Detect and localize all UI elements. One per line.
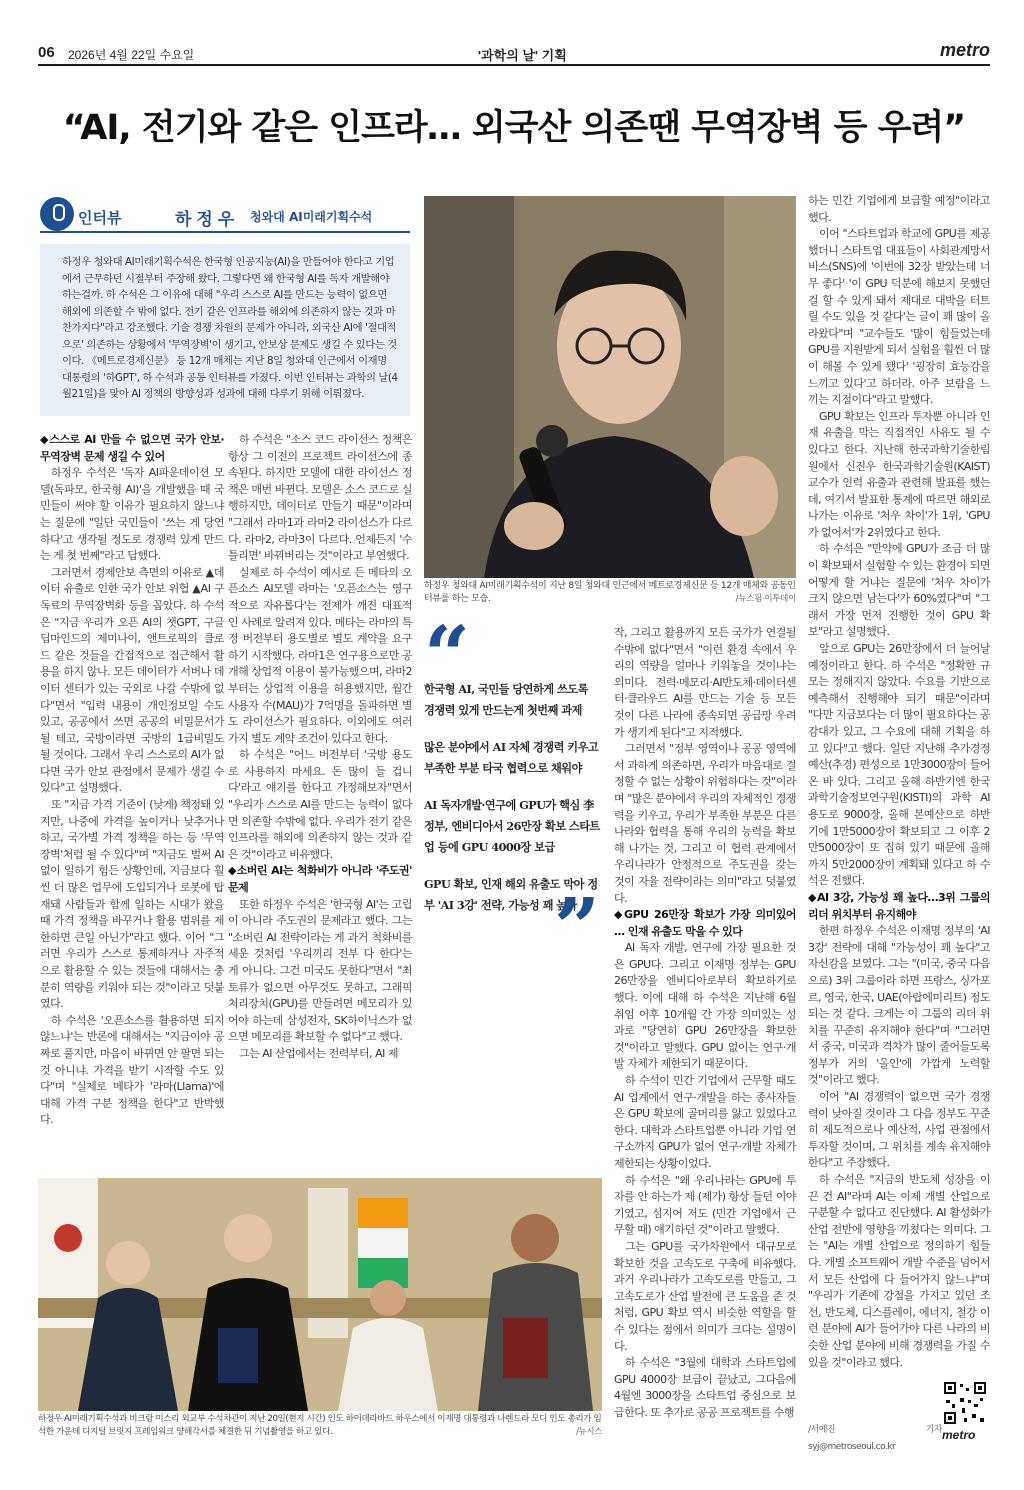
paragraph: 하 수석은 "만약에 GPU가 조금 더 많이 확보돼서 실험할 수 있는 환경이 되면 어떻게 할 거냐는 질문에 '처우 차이가 크지 않으면 남는다'가 60%였다"며 "그래서 가장 먼저 진행한 것이 GPU 확보"라고 설명했다.: [808, 542, 990, 639]
pull-quote: 한국형 AI, 국민들 당연하게 쓰도록 경쟁력 있게 만드는게 첫번째 과제: [424, 682, 588, 717]
photo-credit: /뉴시스: [576, 1427, 602, 1437]
page-number: 06: [38, 44, 55, 61]
paragraph: 앞으로 GPU는 26만장에서 더 늘어날 예정이라고 한다. 하 수석은 "정확한 규모는 정해지지 않았다. 수요를 기반으로 예측해서 진행해야 되기 때문"이라며 "다만 지금보다는 더 많이 필요하다는 공감대가 있고, 그 수요에 대해 기획을 하고 있다"고 했다. 일단 지난해 추가경정예산(추경) 편성으로 1만3000장이 들어온 바 있다. 그리고 올해 하반기엔 한국과학기술정보연구원(KISTI)의 과학 AI 용도로 9000장, 올해 본예산으로 하반기에 1만5000장이 확보되고 그 이후 2만5000장이 또 집혀 있기 때문에 올해까지 5만2000장이 계획돼 있다고 하 수석은 전했다.: [808, 642, 990, 888]
photo-caption-text: 하정우 청와대 AI미래기획수석이 지난 8일 청와대 인근에서 메트로경제신문 등 12개 매체와 공동인터뷰를 하는 모습.: [424, 581, 796, 604]
metro-logo: metro: [939, 40, 990, 60]
qr-code[interactable]: [942, 1380, 988, 1426]
paragraph: 또 "지금 가격 기준이 (낮게) 책정돼 있지만, 나중에 가격을 높이거나 낮추거나 하고, 국가별 가격 정책을 하는 등 '무역장벽'처럼 될 수 있다"며 "지금도 벌써 AI 없이 일하기 힘든 상황인데, 지금보다 훨씬 더 많은 업무에 도입되거나 로봇에 탑재돼 사람들과 함께 일하는 시대가 왔을 때 가격 정책을 바꾸거나 활용 범위를 제한하면 큰일 아닌가"라고 했다. 이어 "그러면 우리가 스스로 통제하거나 자주적으로 활용할 수 있는 것들에 대해서는 충분히 역량을 키워야 되는 것"이라고 덧붙였다.: [40, 798, 224, 1011]
interview-photo-illustration: [424, 196, 796, 578]
mou-signing-photo: [38, 1178, 602, 1411]
interviewee-name: 하정우: [175, 210, 240, 230]
paragraph: AI 독자 개발, 연구에 가장 필요한 것은 GPU다. 그리고 이재명 정부는 GPU 26만장을 엔비디아로부터 확보하기로 했다. 이에 대해 하 수석은 지난해 6월 취임 이후 10개월 간 가장 의미있는 성과로 "당연히 GPU 26만장을 확보한 것"이라고 말했다. GPU 없이는 연구·개발 자체가 제한되기 때문이다.: [614, 941, 796, 1071]
close-quote-icon: ”: [553, 880, 600, 974]
photo-credit: /뉴스핌·이투데이: [735, 594, 796, 604]
interview-bar: [40, 203, 410, 233]
paragraph: 한편 하정우 수석은 이재명 정부의 'AI 3강' 전략에 대해 "가능성이 꽤 높다"고 자신감을 보였다. 그는 "(미국, 중국 다음으로) 3위 그룹이라 하면 프랑스, 싱가포르, 영국, 한국, UAE(아랍에미리트) 정도 되는 것 같다. 크게는 이 그룹의 리더 위치를 꾸준히 유지해야 한다"며 "그러면서 중국, 미국과 격차가 많이 줄어들도록 정부가 거의 '올인'에 가깝게 노력할 것"이라고 했다.: [808, 924, 990, 1087]
paragraph: 하 수석은 "어느 버전부터 '국방 용도로 사용하지 마세요. 돈 많이 들 겁니다'라고 얘기를 한다고 가정해보자"면서 "우리가 스스로 AI를 만드는 능력이 없다면 의존할 수밖에 없다. 우리가 전기 같은 인프라를 해외에 의존하지 않는 것과 같은 것"이라고 비유했다.: [228, 748, 412, 861]
subheading: ◆스스로 AI 만들 수 없으면 국가 안보·무역장벽 문제 생길 수 있어: [40, 433, 224, 463]
paragraph: 하 수석은 "지금의 반도체 성장을 이끈 건 AI"라며 AI는 이제 개별 산업으로 구분할 수 없다고 진단했다. AI 활성화가 산업 전반에 영향을 끼쳤다는 의미다. 그는 "AI는 개별 산업으로 정의하기 힘들다. 개별 소프트웨어 개발 수준을 넘어서서 모든 산업에 다 들어가지 않느냐"며 "우리가 기존에 강점을 가지고 있던 조선, 반도체, 디스플레이, 에너지, 철강 이런 분야에 AI가 들어가야 다른 나라의 비슷한 산업 분야에 비해 경쟁력을 가질 수 있을 것"이라고 했다.: [808, 1173, 990, 1369]
paragraph: 또한 하정우 수석은 '한국형 AI'는 고립이 아니라 주도권의 문제라고 했다. 그는 "소버린 AI 전략이라는 게 과거 척화비를 세운 것처럼 '우리끼리 전부 다 한다'는 게 아니다. 그건 미국도 못한다"면서 "최토류가 없으면 아무것도 못하고, 그래픽처리장치(GPU)를 만들려면 메모리가 있어야 하는데 삼성전자, SK하이닉스가 없으면 메모리를 확보할 수 없다"고 했다.: [228, 897, 412, 1044]
paragraph: 실제로 하 수석이 예시로 든 메타의 오픈소스 AI모델 라마는 '오픈소스는 영구적으로 자유롭다'는 전제가 깨진 대표적인 사례로 알려져 있다. 메타는 라마의 특정 버전부터 용도별로 별도 계약을 요구하기 시작했다. 라마1은 연구용으로만 공개해 상업적 이용이 불가능했으며, 라마2부터는 상업적 이용을 허용했지만, 월간 사용자 수(MAU)가 7억명을 돌파하면 별도 라이선스가 필요하다. 이외에도 여러가지 별도 계약 조건이 있다고 한다.: [228, 565, 412, 745]
footer-metro-logo: metro: [942, 1428, 976, 1442]
microphone-icon: [40, 197, 74, 231]
lead-paragraph: 하정우 청와대 AI미래기획수석은 한국형 인공지능(AI)을 만들어야 한다고 기업에서 근무하던 시절부터 주장해 왔다. 그렇다면 왜 한국형 AI를 독자 개발해야 하는걸까. 하 수석은 그 이유에 대해 "우리 스스로 AI를 만드는 능력이 없으면 해외에 의존할 수 밖에 없다. 전기 같은 인프라를 해외에 의존하지 않는 것과 마찬가지다"라고 강조했다. 기술 경쟁 차원의 문제가 아니라, 외국산 AI에 '절대적으로' 의존하는 상황에서 '무역장벽'이 생기고, 안보상 문제도 생길 수 있다는 것이다. 《메트로경제신문》 등 12개 매체는 지난 8일 청와대 인근에서 이재명 대통령의 '하GPT', 하 수석과 공동 인터뷰를 가졌다. 이번 인터뷰는 과학의 날(4월21일)을 맞아 AI 정책의 방향성과 성과에 대해 다루기 위해 이뤄졌다.: [40, 244, 410, 416]
open-quote-icon: “: [424, 608, 471, 702]
paragraph: 하 수석은 "왜 우리나라는 GPU에 투자를 안 하는가 제 (제가) 항상 들던 이야기였고, 심지어 저도 (민간 기업에서 근무할 때) 얘기하던 것"이라고 말했다.: [614, 1173, 796, 1237]
interviewee-title: 청와대 AI미래기획수석: [250, 210, 373, 224]
photo-caption: [38, 1413, 602, 1439]
paragraph: 이어 "AI 경쟁력이 없으면 국가 경쟁력이 낮아질 것이라 그 다음 정부도 꾸준히 제도적으로나 예산적, 사업 관점에서 투자할 것이며, 그 위치를 계속 유지해야 한다"고 주장했다.: [808, 1090, 990, 1170]
mou-photo-illustration: [38, 1178, 602, 1411]
paragraph: GPU 확보는 인프라 투자뿐 아니라 인재 유출을 막는 직접적인 사유도 될 수 있다고 한다. 지난해 한국과학기술한림원에서 신진우 한국과학기술원(KAIST) 교수가 인력 유출과 관련해 발표를 했는데, 여기서 발표한 통계에 따르면 해외로 나가는 이유로 '처우 차이'가 1위, 'GPU가 없어서'가 2위였다고 한다.: [808, 409, 990, 539]
subheading: ◆GPU 26만장 확보가 가장 의미있어 … 인재 유출도 막을 수 있다: [614, 908, 796, 938]
paragraph: 이어 "스타트업과 학교에 GPU를 제공했더니 스타트업 대표들이 사회관계망서비스(SNS)에 '이번에 32장 받았는데 너무 좋다' '이 GPU 덕분에 해보지 못했던 걸 할 수 있게 돼서 제대로 대박을 터트릴 수도 있을 것 같다'는 글이 꽤 많이 올라왔다"며 "교수들도 '많이 힘들었는데 GPU를 지원받게 되서 실험을 훨씬 더 많이 해볼 수 있게 됐다' '굉장히 효능감을 느끼고 있다'고 하더라. 아주 보람을 느끼는 지점이다"라고 말했다.: [808, 227, 990, 407]
subheading: ◆AI 3강, 가능성 꽤 높다…3위 그룹의 리더 위치부터 유지해야: [808, 890, 990, 921]
section-label: '과학의 날' 기획: [478, 48, 567, 63]
paragraph: 하 수석이 민간 기업에서 근무할 때도 AI 업계에서 연구·개발을 하는 종사자들은 GPU 확보에 골머리를 앓고 있었다고 한다. 대학과 스타트업뿐 아니라 기업 연구소까지 GPU가 없어 연구·개발 자체가 제한되는 상황이었다.: [614, 1074, 796, 1170]
paragraph: 작, 그리고 활용까지 모든 국가가 연결될 수밖에 없다"면서 "이런 환경 속에서 우리의 역량을 얼마나 키워놓을 것이냐는 의미다. 전력·메모리·AI반도체·데이터센터·클라우드 AI를 만드는 기술 등 모든 것이 다른 나라에 종속되면 공급망 우려가 생기게 된다"고 지적했다.: [614, 626, 796, 739]
interview-photo: [424, 196, 796, 578]
pull-quote: GPU 확보, 인재 해외 유출도 막아 정부 'AI 3강' 전략, 가능성 꽤 높아: [424, 877, 598, 912]
paragraph: 하는 민간 기업에게 보급할 예정"이라고 했다.: [808, 194, 990, 224]
paragraph: 그러면서 "정부 영역이나 공공 영역에서 과하게 의존하면, 우리가 마음대로 결정할 수 없는 상황이 위험하다는 것"이라며 "많은 분야에서 우리의 자체적인 경쟁력을 키우고, 우리가 부족한 부분은 다른 나라와 협력을 통해 우리의 능력을 확보해 나가는 것, 그리고 이 협력 관계에서 우리나라가 안정적으로 주도권을 갖는 것이 자율 전략이라는 의미"라고 덧붙였다.: [614, 742, 796, 905]
photo-caption-text: 하정우 AI미래기획수석과 비크람 미스리 외교부 수석차관이 지난 20일(현지 시간) 인도 하이데라바드 하우스에서 이재명 대통령과 나렌드라 모디 인도 총리가 임석한 가운데 디지털 브릿지 프레임워크 양해각서를 체결한 뒤 기념촬영을 하고 있다.: [38, 1414, 602, 1437]
photo-caption: [424, 580, 796, 606]
article-column-3: [614, 625, 796, 1437]
article-column-4: [808, 193, 990, 1378]
headline: “AI, 전기와 같은 인프라… 외국산 의존땐 무역장벽 등 우려”: [62, 108, 966, 148]
issue-date: 2026년 4월 22일 수요일: [68, 48, 195, 62]
pull-quote: 많은 분야에서 AI 자체 경쟁력 키우고 부족한 부분 타국 협력으로 채워야: [424, 740, 599, 775]
byline-wrap: [808, 1420, 942, 1452]
subheading: ◆소버린 AI는 척화비가 아니라 '주도권' 문제: [228, 864, 412, 895]
pull-quote-box: [424, 608, 600, 974]
paragraph: 하 수석은 "3월에 대학과 스타트업에 GPU 4000장 보급이 끝났고, 그다음에 4월엔 3000장을 스타트업 중심으로 보급한다. 또 추가로 공공 프로젝트를 수행: [614, 1356, 796, 1419]
interview-tag: 인터뷰: [78, 209, 122, 227]
qr-code-icon: [942, 1380, 988, 1426]
article-column-1: [40, 432, 224, 1162]
paragraph: 하정우 수석은 '독자 AI파운데이션 모델(독파모, 한국형 AI)'을 개발했을 때 국민들이 써야 할 이유가 필요하지 않느냐는 질문에 "일단 국민들이 '쓰는 게 당연하다'고 생각될 정도로 경쟁력 있게 만드는 게 첫 번째"라고 답했다.: [40, 466, 224, 563]
paragraph: 하 수석은 '오픈소스를 활용하면 되지 않느냐'는 반론에 대해서는 "지금이야 공짜로 풀지만, 마음이 바뀌면 안 팔면 되는 것 아니냐. 가격을 받기 시작할 수도 있다"며 "실제로 메타가 '라마(Llama)'에 대해 가격 구분 정책을 한다"고 반박했다.: [40, 1013, 224, 1127]
page-header: [38, 40, 990, 66]
paragraph: 그는 AI 산업에서는 전력부터, AI 제: [239, 1046, 399, 1060]
paragraph: 하 수석은 "소스 코드 라이선스 정책은 항상 그 이전의 프로젝트 라이선스에 종속된다. 하지만 모델에 대한 라이선스 정책은 매번 바뀐다. 모델은 소스 코드로 실행하지만, 데이터로 만들기 때문"이라며 "그래서 라마1과 라마2 라이선스가 다르다. 라마2, 라마3이 다르다. 언제든지 '수 틀리면' 바꿔버리는 것"이라고 부연했다.: [228, 433, 412, 563]
paragraph: 그는 GPU를 국가차원에서 대규모로 확보한 것을 고속도로 구축에 비유했다. 과거 우리나라가 고속도로를 만들고, 그 고속도로가 산업 발전에 큰 도움을 준 것처럼, GPU 확보 역시 비슷한 역할을 할 수 있다는 점에서 의미가 크다는 설명이다.: [614, 1239, 796, 1353]
pull-quote: AI 독자개발·연구에 GPU가 핵심 李 정부, 엔비디아서 26만장 확보 스타트업 등에 GPU 4000장 보급: [424, 798, 600, 854]
article-column-2: [228, 432, 412, 1162]
paragraph: 그러면서 경제안보 측면의 이유로 ▲데이터 유출로 인한 국가 안보 위협 ▲AI 구독료의 무역장벽화 등을 꼽았다. 하 수석은 "지금 우리가 오픈 AI의 챗GPT, 구글 딥마인드의 제미나이, 앤트로픽의 클로드 같은 것들을 간접적으로 접근해서 활용을 하지 않나. 모든 데이터가 서버나 데이터 센터가 있는 국외로 나갈 수밖에 없다"면서 "입력 내용이 개인정보일 수도 있고, 공공에서 쓰면 공공의 비밀문서가 될 테고, 국방이라면 국방의 1급비밀도 될 것이다. 그래서 우리 스스로의 AI가 없다면 국가 안보 관점에서 문제가 생길 수 있다"고 설명했다.: [40, 565, 224, 795]
byline: /서예진 기자 syj@metroseoul.co.kr: [808, 1425, 942, 1452]
